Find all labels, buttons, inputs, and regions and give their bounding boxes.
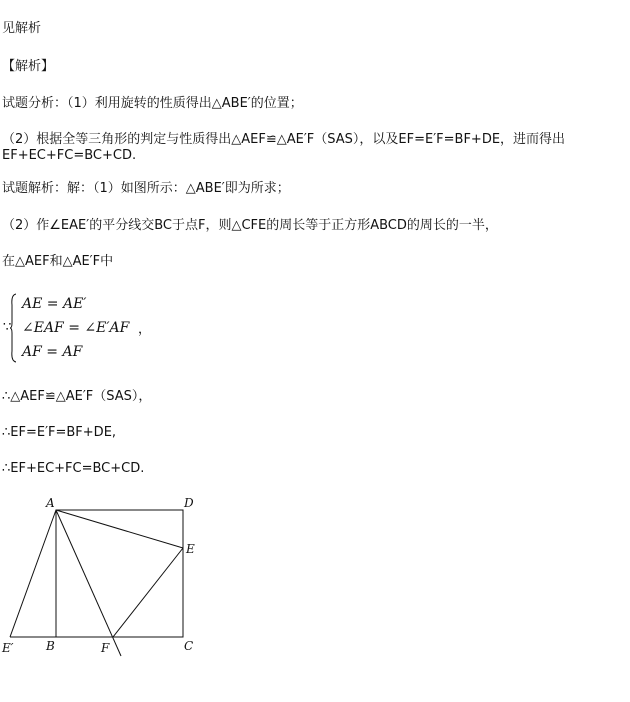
- segment-a-f-extended: [56, 510, 121, 656]
- conclusion-2: ∴EF=E′F=BF+DE,: [2, 425, 117, 440]
- proof-intro: 在△AEF和△AE′F中: [2, 254, 114, 269]
- label-f: F: [101, 641, 110, 655]
- segment-a-e: [56, 510, 183, 548]
- conclusion-3: ∴EF+EC+FC=BC+CD.: [2, 461, 145, 476]
- answer-text: 见解析: [2, 21, 42, 36]
- label-e: E: [186, 542, 195, 556]
- segment-e-f: [113, 548, 183, 637]
- label-c: C: [184, 639, 194, 653]
- conclusion-1: ∴△AEF≌△AE′F（SAS），: [2, 389, 152, 404]
- solution-line-1: 试题解析：解：（1）如图所示：△ABE′即为所求；: [2, 181, 290, 196]
- because-symbol: ∵: [3, 320, 12, 335]
- analysis-line-1: 试题分析：（1）利用旋转的性质得出△ABE′的位置；: [2, 96, 303, 111]
- geometry-figure: [0, 490, 240, 670]
- label-b: B: [46, 639, 55, 653]
- solution-line-2: （2）作∠EAE′的平分线交BC于点F，则△CFE的周长等于正方形ABCD的周长的一半，: [2, 218, 498, 233]
- left-brace: [10, 293, 16, 363]
- label-eprime: E′: [2, 641, 14, 655]
- condition-3: AF = AF: [22, 344, 83, 360]
- condition-2: ∠EAF = ∠E′AF: [22, 320, 130, 336]
- section-header: 【解析】: [2, 59, 55, 74]
- analysis-line-2: （2）根据全等三角形的判定与性质得出△AEF≌△AE′F（SAS），以及EF=E′F=BF+DE，进而得出: [2, 132, 566, 147]
- condition-1: AE = AE′: [22, 296, 87, 312]
- label-d: D: [184, 496, 194, 510]
- condition-comma: ，: [138, 322, 152, 337]
- analysis-line-3: EF+EC+FC=BC+CD.: [2, 148, 137, 163]
- segment-a-eprime: [10, 510, 56, 637]
- label-a: A: [46, 496, 55, 510]
